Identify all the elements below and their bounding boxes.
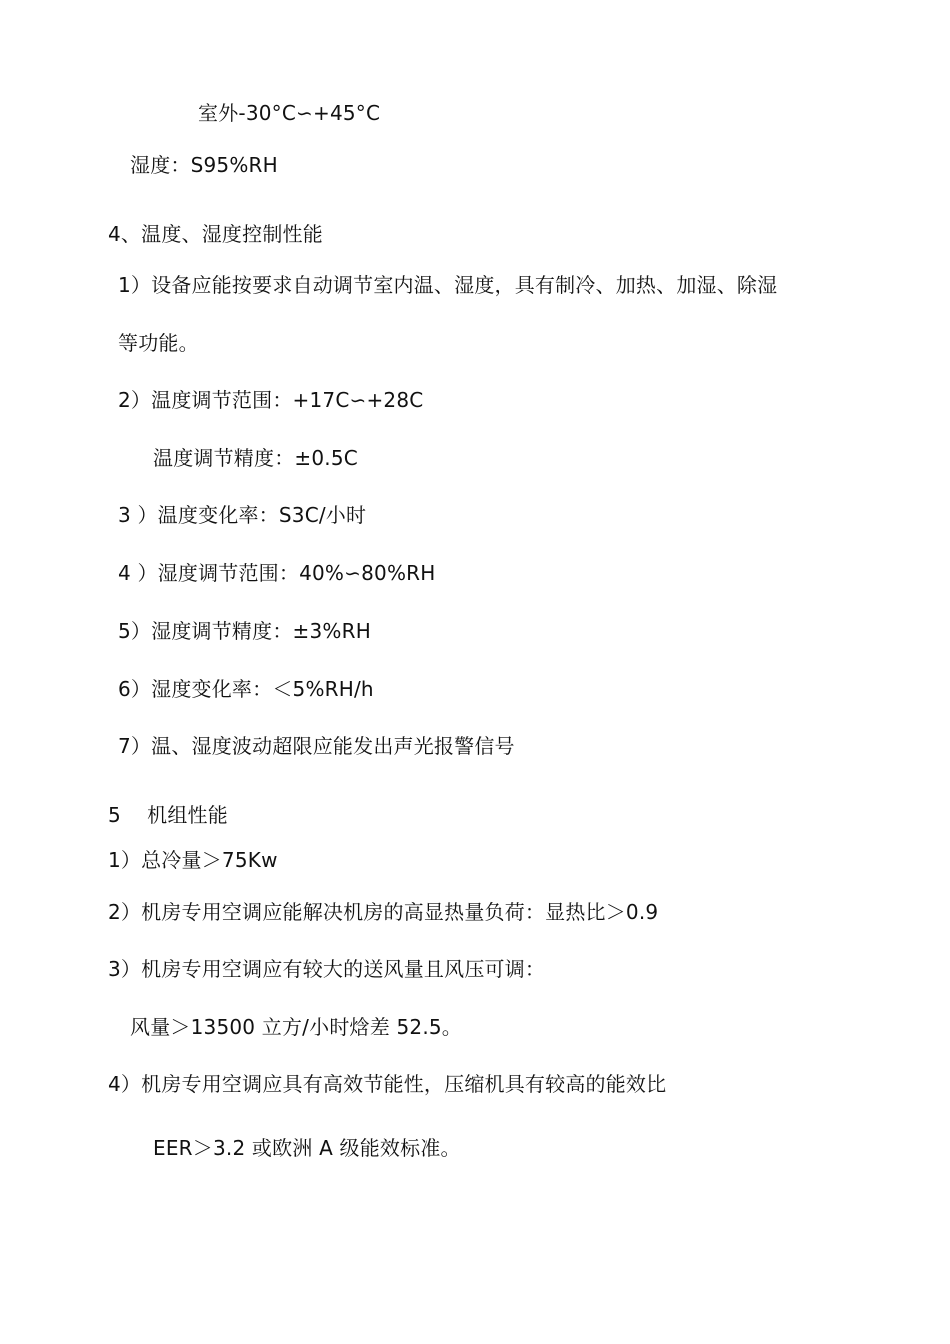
unit-item-4-eer: EER＞3.2 或欧洲 A 级能效标准。 bbox=[153, 1136, 461, 1160]
section-heading-control: 4、温度、湿度控制性能 bbox=[108, 222, 323, 246]
humidity-limit: 湿度：S95%RH bbox=[130, 153, 278, 177]
unit-item-1: 1）总冷量＞75Kw bbox=[108, 848, 278, 872]
control-item-1: 1）设备应能按要求自动调节室内温、湿度，具有制冷、加热、加湿、除湿 bbox=[118, 273, 778, 297]
control-item-2: 2）温度调节范围：+17C∽+28C bbox=[118, 388, 424, 412]
outdoor-temperature-range: 室外-30°C∽+45°C bbox=[198, 101, 381, 125]
control-item-1-continued: 等功能。 bbox=[118, 331, 199, 355]
control-item-7: 7）温、湿度波动超限应能发出声光报警信号 bbox=[118, 734, 515, 758]
control-item-6: 6）湿度变化率：＜5%RH/h bbox=[118, 677, 374, 701]
unit-item-4: 4）机房专用空调应具有高效节能性，压缩机具有较高的能效比 bbox=[108, 1072, 667, 1096]
section-heading-unit: 5 机组性能 bbox=[108, 803, 228, 827]
control-item-3: 3 ）温度变化率：S3C/小时 bbox=[118, 503, 367, 527]
unit-item-2: 2）机房专用空调应能解决机房的高显热量负荷：显热比＞0.9 bbox=[108, 900, 659, 924]
unit-item-3-airflow: 风量＞13500 立方/小时焓差 52.5。 bbox=[130, 1015, 463, 1039]
control-item-2-precision: 温度调节精度：±0.5C bbox=[153, 446, 358, 470]
control-item-4: 4 ）湿度调节范围：40%∽80%RH bbox=[118, 561, 436, 585]
control-item-5: 5）湿度调节精度：±3%RH bbox=[118, 619, 371, 643]
unit-item-3: 3）机房专用空调应有较大的送风量且风压可调： bbox=[108, 957, 546, 981]
